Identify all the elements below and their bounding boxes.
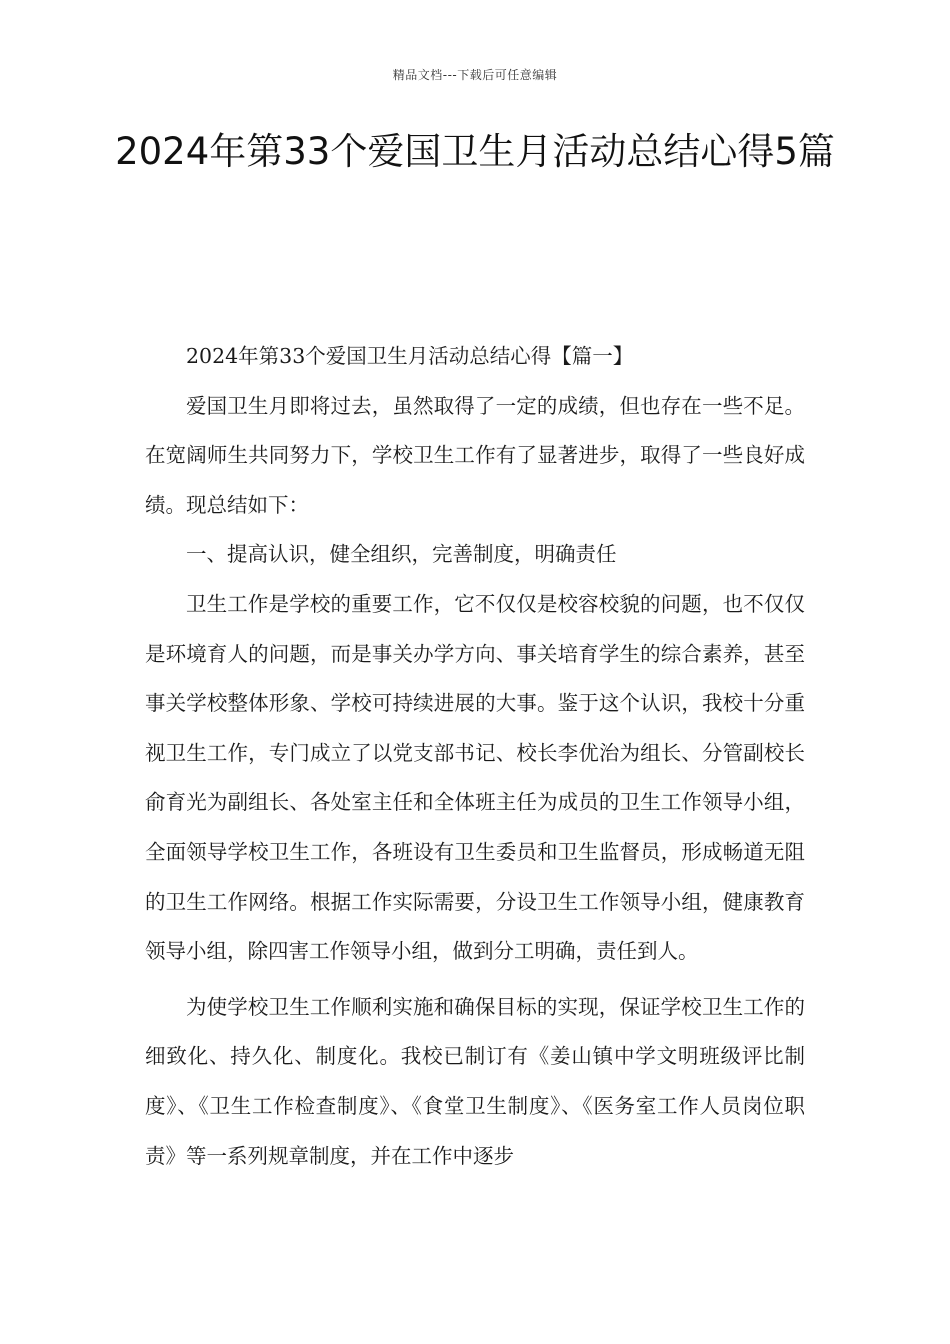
body-paragraph: 爱国卫生月即将过去，虽然取得了一定的成绩，但也存在一些不足。在宽阔师生共同努力下，学校卫生工作有了显著进步，取得了一些良好成绩。现总结如下： xyxy=(145,393,805,517)
body-paragraph: 卫生工作是学校的重要工作，它不仅仅是校容校貌的问题，也不仅仅是环境育人的问题，而是事关办学方向、事关培育学生的综合素养，甚至事关学校整体形象、学校可持续进展的大事。鉴于这个认识，我校十分重视卫生工作，专门成立了以党支部书记、校长李优治为组长、分管副校长俞育光为副组长、各处室主任和全体班主任为成员的卫生工作领导小组，全面领导学校卫生工作，各班设有卫生委员和卫生监督员，形成畅道无阻的卫生工作网络。根据工作实际需要，分设卫生工作领导小组，健康教育领导小组，除四害工作领导小组，做到分工明确，责任到人。 xyxy=(145,591,805,964)
document-body xyxy=(145,332,805,1181)
page-header: 精品文档---下载后可任意编辑 xyxy=(392,68,558,82)
subsection-heading: 一、提高认识，健全组织，完善制度，明确责任 xyxy=(186,542,617,567)
body-paragraph: 为使学校卫生工作顺利实施和确保目标的实现，保证学校卫生工作的细致化、持久化、制度化。我校已制订有《姜山镇中学文明班级评比制度》、《卫生工作检查制度》、《食堂卫生制度》、《医务室工作人员岗位职责》等一系列规章制度，并在工作中逐步 xyxy=(145,994,805,1168)
document-title: 2024年第33个爱国卫生月活动总结心得5篇 xyxy=(115,130,835,173)
section-heading-part-one: 2024年第33个爱国卫生月活动总结心得【篇一】 xyxy=(186,344,634,368)
